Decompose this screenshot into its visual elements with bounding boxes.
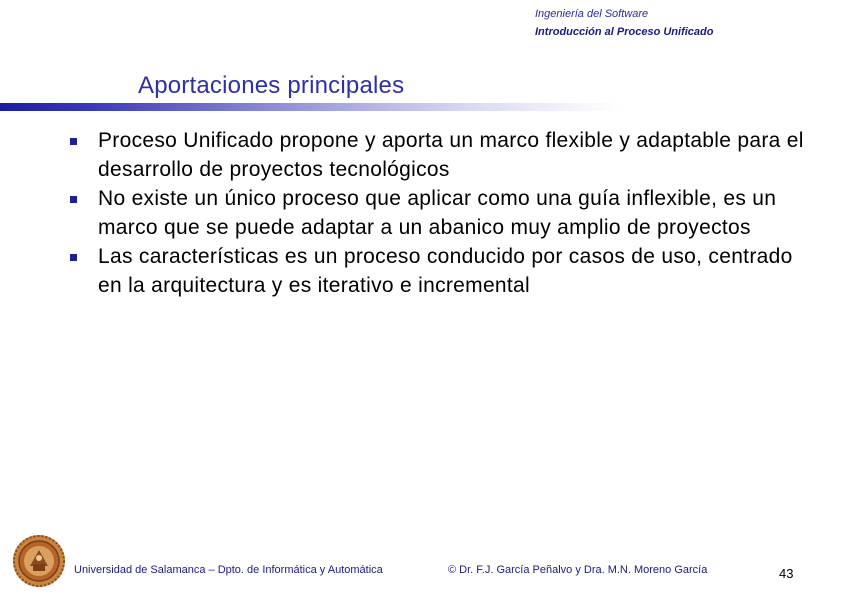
slide-title: Aportaciones principales: [138, 72, 405, 99]
footer-university: Universidad de Salamanca – Dpto. de Informática y Automática: [74, 564, 383, 576]
footer-copyright: © Dr. F.J. García Peñalvo y Dra. M.N. Moreno García: [448, 564, 708, 576]
bullet-item: [70, 184, 820, 242]
bullet-text: Proceso Unificado propone y aporta un marco flexible y adaptable para el desarrollo de proyectos tecnológicos: [98, 129, 804, 181]
bullet-text: No existe un único proceso que aplicar como una guía inflexible, es un marco que se puede adaptar a un abanico muy amplio de proyectos: [98, 187, 777, 239]
bullet-item: [70, 126, 820, 184]
square-bullet-icon: [70, 138, 77, 145]
square-bullet-icon: [70, 196, 77, 203]
header-course: Ingeniería del Software: [535, 8, 649, 20]
bullet-text: Las características es un proceso conducido por casos de uso, centrado en la arquitectura y es iterativo e incremental: [98, 245, 793, 297]
bullet-item: [70, 242, 820, 300]
page-number: 43: [779, 566, 794, 581]
square-bullet-icon: [70, 254, 77, 261]
university-seal-icon: [12, 534, 66, 588]
bullet-list: [70, 126, 820, 300]
header-topic: Introducción al Proceso Unificado: [535, 26, 714, 38]
title-underline-bar: [0, 103, 620, 111]
